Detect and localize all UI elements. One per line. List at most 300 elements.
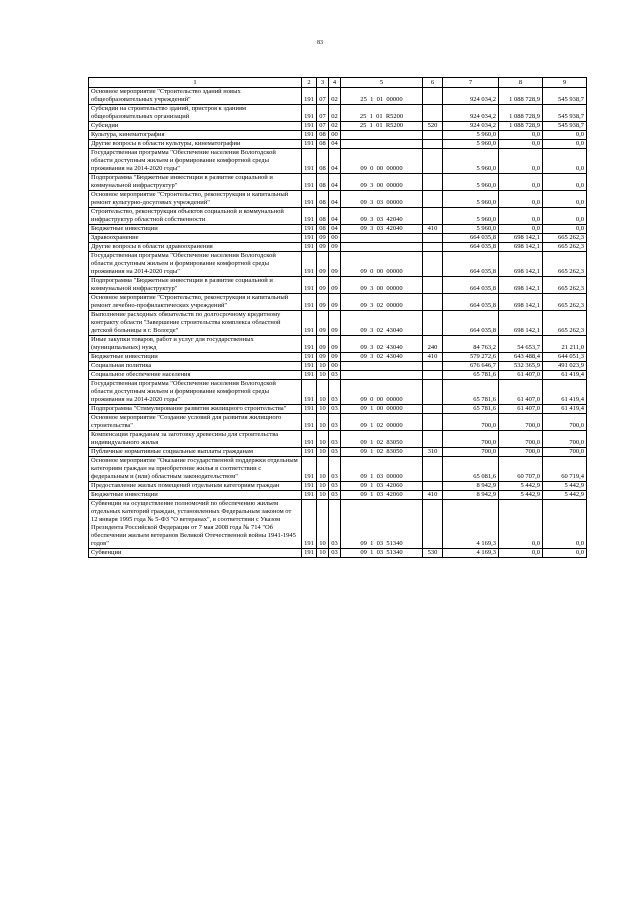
row-name-cell: Другие вопросы в области здравоохранения: [89, 243, 302, 252]
table-row: [89, 371, 587, 380]
row-subsection-cell: 00: [329, 131, 341, 140]
row-section-cell: 09: [317, 234, 329, 243]
row-subsection-cell: 09: [329, 311, 341, 336]
row-program-cell: 09 3 02 43040: [341, 311, 423, 336]
row-expense-type-cell: [423, 277, 443, 294]
row-amount-2018-cell: 700,0: [443, 448, 499, 457]
row-name-cell: Выполнение расходных обязательств по долгосрочному кредитному контракту области "Завершение строительства комплекса областной детской больницы в г. Вологде": [89, 311, 302, 336]
row-expense-type-cell: [423, 457, 443, 482]
row-subsection-cell: 03: [329, 482, 341, 491]
row-program-cell: 09 3 02 43040: [341, 336, 423, 353]
row-code-cell: 191: [302, 336, 317, 353]
row-section-cell: 10: [317, 405, 329, 414]
row-program-cell: 09 0 00 00000: [341, 149, 423, 174]
row-name-cell: Субсидии: [89, 122, 302, 131]
row-section-cell: 08: [317, 140, 329, 149]
row-subsection-cell: 02: [329, 122, 341, 131]
column-header: 5: [341, 78, 423, 88]
row-amount-2019-cell: 0,0: [499, 149, 543, 174]
row-expense-type-cell: [423, 371, 443, 380]
row-code-cell: 191: [302, 457, 317, 482]
row-program-cell: 09 1 03 42060: [341, 491, 423, 500]
row-program-cell: 09 1 03 51340: [341, 549, 423, 558]
column-header: 2: [302, 78, 317, 88]
row-program-cell: 09 3 03 42040: [341, 208, 423, 225]
row-section-cell: 10: [317, 500, 329, 549]
row-subsection-cell: 09: [329, 243, 341, 252]
row-program-cell: 25 1 01 00000: [341, 88, 423, 105]
row-amount-2019-cell: 700,0: [499, 448, 543, 457]
row-amount-2019-cell: 1 088 728,9: [499, 105, 543, 122]
row-expense-type-cell: [423, 405, 443, 414]
row-amount-2019-cell: 700,0: [499, 414, 543, 431]
row-code-cell: 191: [302, 191, 317, 208]
row-subsection-cell: 04: [329, 208, 341, 225]
row-amount-2018-cell: 5 960,0: [443, 208, 499, 225]
row-amount-2019-cell: 61 407,0: [499, 371, 543, 380]
row-subsection-cell: 03: [329, 380, 341, 405]
row-program-cell: 09 3 00 00000: [341, 277, 423, 294]
row-subsection-cell: 03: [329, 405, 341, 414]
table-row: [89, 252, 587, 277]
row-expense-type-cell: [423, 234, 443, 243]
row-name-cell: Государственная программа "Обеспечение населения Вологодской области доступным жильем и формирование комфортной среды проживания на 2014-2020 годы": [89, 380, 302, 405]
row-section-cell: 10: [317, 380, 329, 405]
row-subsection-cell: 02: [329, 88, 341, 105]
row-subsection-cell: 03: [329, 549, 341, 558]
row-name-cell: Другие вопросы в области культуры, кинематографии: [89, 140, 302, 149]
page-number: 83: [317, 40, 323, 46]
row-amount-2019-cell: 698 142,1: [499, 294, 543, 311]
row-subsection-cell: 04: [329, 191, 341, 208]
row-amount-2018-cell: 664 035,8: [443, 243, 499, 252]
row-section-cell: 08: [317, 174, 329, 191]
row-expense-type-cell: [423, 174, 443, 191]
row-code-cell: 191: [302, 362, 317, 371]
row-section-cell: 10: [317, 549, 329, 558]
row-expense-type-cell: [423, 252, 443, 277]
row-name-cell: Бюджетные инвестиции: [89, 491, 302, 500]
row-amount-2019-cell: 0,0: [499, 208, 543, 225]
row-code-cell: 191: [302, 277, 317, 294]
row-program-cell: 25 1 01 R5200: [341, 105, 423, 122]
column-header: 4: [329, 78, 341, 88]
row-expense-type-cell: [423, 191, 443, 208]
row-name-cell: Социальная политика: [89, 362, 302, 371]
row-program-cell: 09 1 02 83050: [341, 431, 423, 448]
row-amount-2018-cell: 924 034,2: [443, 88, 499, 105]
row-amount-2019-cell: 698 142,1: [499, 252, 543, 277]
row-program-cell: [341, 234, 423, 243]
row-amount-2018-cell: 5 960,0: [443, 225, 499, 234]
row-code-cell: 191: [302, 243, 317, 252]
row-code-cell: 191: [302, 311, 317, 336]
table-row: [89, 243, 587, 252]
row-amount-2020-cell: 545 938,7: [543, 88, 587, 105]
table-row: [89, 353, 587, 362]
row-section-cell: 08: [317, 149, 329, 174]
row-section-cell: 10: [317, 431, 329, 448]
table-row: [89, 311, 587, 336]
row-code-cell: 191: [302, 252, 317, 277]
table-header-row: [89, 78, 587, 88]
row-amount-2019-cell: 0,0: [499, 140, 543, 149]
row-amount-2020-cell: 5 442,9: [543, 491, 587, 500]
table-row: [89, 149, 587, 174]
table-row: [89, 457, 587, 482]
row-amount-2018-cell: 924 034,2: [443, 122, 499, 131]
column-header: 3: [317, 78, 329, 88]
row-amount-2019-cell: 0,0: [499, 549, 543, 558]
row-name-cell: Основное мероприятие "Оказание государственной поддержки отдельным категориям граждан на приобретение жилья в соответствии с федеральным и (или) областным законодательством": [89, 457, 302, 482]
row-section-cell: 07: [317, 122, 329, 131]
row-name-cell: Публичные нормативные социальные выплаты гражданам: [89, 448, 302, 457]
table-row: [89, 294, 587, 311]
row-code-cell: 191: [302, 414, 317, 431]
row-code-cell: 191: [302, 234, 317, 243]
row-amount-2020-cell: 545 938,7: [543, 122, 587, 131]
row-subsection-cell: 03: [329, 448, 341, 457]
row-name-cell: Иные закупки товаров, работ и услуг для государственных (муниципальных) нужд: [89, 336, 302, 353]
row-amount-2018-cell: 84 763,2: [443, 336, 499, 353]
table-row: [89, 362, 587, 371]
row-name-cell: Субсидии на строительство зданий, пристроя к зданиям общеобразовательных организаций: [89, 105, 302, 122]
row-name-cell: Подпрограмма "Стимулирование развития жилищного строительства": [89, 405, 302, 414]
row-amount-2020-cell: 700,0: [543, 414, 587, 431]
row-code-cell: 191: [302, 105, 317, 122]
row-subsection-cell: 04: [329, 174, 341, 191]
table-row: [89, 482, 587, 491]
row-amount-2020-cell: 61 419,4: [543, 380, 587, 405]
row-amount-2018-cell: 664 035,8: [443, 234, 499, 243]
row-amount-2020-cell: 545 938,7: [543, 105, 587, 122]
row-subsection-cell: 03: [329, 431, 341, 448]
row-code-cell: 191: [302, 500, 317, 549]
row-amount-2020-cell: 0,0: [543, 208, 587, 225]
row-section-cell: 09: [317, 353, 329, 362]
row-expense-type-cell: [423, 208, 443, 225]
row-amount-2018-cell: 700,0: [443, 431, 499, 448]
row-amount-2020-cell: 61 419,4: [543, 405, 587, 414]
row-code-cell: 191: [302, 88, 317, 105]
row-expense-type-cell: [423, 243, 443, 252]
row-amount-2020-cell: 0,0: [543, 149, 587, 174]
row-section-cell: 10: [317, 362, 329, 371]
row-section-cell: 10: [317, 371, 329, 380]
row-amount-2018-cell: 664 035,8: [443, 252, 499, 277]
row-amount-2020-cell: 644 051,3: [543, 353, 587, 362]
row-program-cell: [341, 371, 423, 380]
row-amount-2018-cell: 664 035,8: [443, 311, 499, 336]
row-subsection-cell: 09: [329, 252, 341, 277]
table-row: [89, 234, 587, 243]
row-name-cell: Государственная программа "Обеспечение населения Вологодской области доступным жильем и формирование комфортной среды проживания на 2014-2020 годы": [89, 149, 302, 174]
row-section-cell: 10: [317, 457, 329, 482]
row-program-cell: 09 3 02 00000: [341, 294, 423, 311]
row-amount-2018-cell: 4 169,3: [443, 549, 499, 558]
row-subsection-cell: 03: [329, 500, 341, 549]
table-row: [89, 277, 587, 294]
row-name-cell: Культура, кинематография: [89, 131, 302, 140]
row-amount-2018-cell: 8 942,9: [443, 482, 499, 491]
row-expense-type-cell: [423, 140, 443, 149]
row-expense-type-cell: 310: [423, 448, 443, 457]
row-code-cell: 191: [302, 225, 317, 234]
row-section-cell: 10: [317, 491, 329, 500]
row-program-cell: 09 1 03 51340: [341, 500, 423, 549]
row-amount-2020-cell: 491 023,9: [543, 362, 587, 371]
row-amount-2019-cell: 698 142,1: [499, 243, 543, 252]
row-section-cell: 09: [317, 243, 329, 252]
row-code-cell: 191: [302, 294, 317, 311]
budget-table: [88, 77, 587, 558]
table-row: [89, 414, 587, 431]
row-code-cell: 191: [302, 371, 317, 380]
row-program-cell: 09 0 00 00000: [341, 252, 423, 277]
row-section-cell: 09: [317, 277, 329, 294]
row-amount-2019-cell: 61 407,0: [499, 380, 543, 405]
row-amount-2019-cell: 54 653,7: [499, 336, 543, 353]
row-code-cell: 191: [302, 122, 317, 131]
row-expense-type-cell: [423, 500, 443, 549]
row-expense-type-cell: [423, 482, 443, 491]
row-expense-type-cell: [423, 362, 443, 371]
column-header: 8: [499, 78, 543, 88]
row-subsection-cell: 03: [329, 491, 341, 500]
row-amount-2020-cell: 665 262,3: [543, 243, 587, 252]
row-expense-type-cell: [423, 88, 443, 105]
row-name-cell: Предоставление жилых помещений отдельным категориям граждан: [89, 482, 302, 491]
row-amount-2020-cell: 665 262,3: [543, 294, 587, 311]
row-section-cell: 10: [317, 414, 329, 431]
row-code-cell: 191: [302, 353, 317, 362]
table-row: [89, 500, 587, 549]
row-amount-2020-cell: 60 719,4: [543, 457, 587, 482]
row-name-cell: Основное мероприятие "Создание условий для развития жилищного строительства": [89, 414, 302, 431]
row-subsection-cell: 00: [329, 362, 341, 371]
row-amount-2018-cell: 664 035,8: [443, 277, 499, 294]
row-amount-2018-cell: 65 781,6: [443, 380, 499, 405]
table-row: [89, 131, 587, 140]
row-amount-2018-cell: 65 081,6: [443, 457, 499, 482]
row-expense-type-cell: 410: [423, 353, 443, 362]
row-subsection-cell: 03: [329, 457, 341, 482]
table-row: [89, 336, 587, 353]
row-section-cell: 08: [317, 225, 329, 234]
row-name-cell: Основное мероприятие "Строительство, реконструкция и капитальный ремонт лечебно-профилактических учреждений": [89, 294, 302, 311]
row-amount-2018-cell: 5 960,0: [443, 131, 499, 140]
row-amount-2018-cell: 5 960,0: [443, 140, 499, 149]
row-section-cell: 09: [317, 311, 329, 336]
row-expense-type-cell: [423, 105, 443, 122]
row-amount-2018-cell: 8 942,9: [443, 491, 499, 500]
table-row: [89, 491, 587, 500]
row-program-cell: 09 3 03 42040: [341, 225, 423, 234]
row-amount-2020-cell: 0,0: [543, 500, 587, 549]
row-amount-2019-cell: 698 142,1: [499, 234, 543, 243]
table-row: [89, 88, 587, 105]
row-program-cell: 25 1 01 R5200: [341, 122, 423, 131]
row-program-cell: 09 1 03 00000: [341, 457, 423, 482]
table-row: [89, 208, 587, 225]
row-amount-2019-cell: 0,0: [499, 131, 543, 140]
row-expense-type-cell: [423, 311, 443, 336]
row-amount-2019-cell: 698 142,1: [499, 277, 543, 294]
row-expense-type-cell: [423, 380, 443, 405]
row-name-cell: Социальное обеспечение населения: [89, 371, 302, 380]
row-code-cell: 191: [302, 482, 317, 491]
row-code-cell: 191: [302, 174, 317, 191]
row-name-cell: Компенсация гражданам за заготовку древесины для строительства индивидуального жилья: [89, 431, 302, 448]
row-amount-2018-cell: 579 272,6: [443, 353, 499, 362]
row-amount-2019-cell: 532 365,9: [499, 362, 543, 371]
row-amount-2020-cell: 700,0: [543, 448, 587, 457]
row-amount-2018-cell: 65 781,6: [443, 371, 499, 380]
row-subsection-cell: 04: [329, 140, 341, 149]
row-section-cell: 08: [317, 191, 329, 208]
row-amount-2018-cell: 664 035,8: [443, 294, 499, 311]
row-expense-type-cell: [423, 131, 443, 140]
table-row: [89, 140, 587, 149]
row-subsection-cell: 03: [329, 371, 341, 380]
row-code-cell: 191: [302, 140, 317, 149]
row-amount-2020-cell: 0,0: [543, 131, 587, 140]
row-amount-2019-cell: 1 088 728,9: [499, 88, 543, 105]
row-amount-2019-cell: 0,0: [499, 191, 543, 208]
row-code-cell: 191: [302, 448, 317, 457]
table-row: [89, 174, 587, 191]
table-row: [89, 448, 587, 457]
column-header: 9: [543, 78, 587, 88]
row-amount-2020-cell: 665 262,3: [543, 311, 587, 336]
row-amount-2019-cell: 5 442,9: [499, 482, 543, 491]
row-amount-2018-cell: 924 034,2: [443, 105, 499, 122]
row-code-cell: 191: [302, 549, 317, 558]
row-amount-2019-cell: 0,0: [499, 174, 543, 191]
row-program-cell: 09 1 02 83050: [341, 448, 423, 457]
row-amount-2020-cell: 665 262,3: [543, 234, 587, 243]
row-subsection-cell: 00: [329, 234, 341, 243]
row-section-cell: 10: [317, 482, 329, 491]
row-amount-2020-cell: 700,0: [543, 431, 587, 448]
column-header: 6: [423, 78, 443, 88]
row-amount-2020-cell: 0,0: [543, 225, 587, 234]
row-expense-type-cell: [423, 414, 443, 431]
row-amount-2019-cell: 0,0: [499, 225, 543, 234]
row-name-cell: Основное мероприятие "Строительство, реконструкция и капитальный ремонт культурно-досуговых учреждений": [89, 191, 302, 208]
row-code-cell: 191: [302, 405, 317, 414]
row-amount-2019-cell: 700,0: [499, 431, 543, 448]
row-expense-type-cell: [423, 149, 443, 174]
row-amount-2020-cell: 0,0: [543, 174, 587, 191]
table-row: [89, 122, 587, 131]
row-amount-2019-cell: 698 142,1: [499, 311, 543, 336]
row-section-cell: 09: [317, 294, 329, 311]
row-code-cell: 191: [302, 149, 317, 174]
row-amount-2020-cell: 665 262,3: [543, 252, 587, 277]
row-code-cell: 191: [302, 380, 317, 405]
row-amount-2019-cell: 60 707,0: [499, 457, 543, 482]
row-name-cell: Подпрограмма "Бюджетные инвестиции в развитие социальной и коммунальной инфраструктур": [89, 174, 302, 191]
row-expense-type-cell: 240: [423, 336, 443, 353]
row-program-cell: 09 1 02 00000: [341, 414, 423, 431]
row-amount-2019-cell: 643 488,4: [499, 353, 543, 362]
row-name-cell: Основное мероприятие "Строительство зданий новых общеобразовательных учреждений": [89, 88, 302, 105]
row-subsection-cell: 02: [329, 105, 341, 122]
row-name-cell: Субвенции на осуществление полномочий по обеспечению жильем отдельных категорий граждан, установленных Федеральным законом от 12 января 1995 года № 5-ФЗ "О ветеранах", в соответствии с Указом Президента Российской Федерации от 7 мая 2008 года № 714 "Об обеспечении жильем ветеранов Великой Отечественной войны 1941-1945 годов": [89, 500, 302, 549]
row-expense-type-cell: 520: [423, 122, 443, 131]
row-program-cell: 09 1 00 00000: [341, 405, 423, 414]
row-subsection-cell: 09: [329, 277, 341, 294]
row-amount-2019-cell: 61 407,0: [499, 405, 543, 414]
row-name-cell: Здравоохранение: [89, 234, 302, 243]
row-section-cell: 10: [317, 448, 329, 457]
column-header: 7: [443, 78, 499, 88]
row-amount-2018-cell: 5 960,0: [443, 191, 499, 208]
row-amount-2018-cell: 5 960,0: [443, 174, 499, 191]
row-section-cell: 07: [317, 105, 329, 122]
row-program-cell: 09 0 00 00000: [341, 380, 423, 405]
row-code-cell: 191: [302, 208, 317, 225]
row-code-cell: 191: [302, 491, 317, 500]
row-expense-type-cell: 530: [423, 549, 443, 558]
row-program-cell: [341, 131, 423, 140]
row-subsection-cell: 04: [329, 149, 341, 174]
row-amount-2020-cell: 0,0: [543, 191, 587, 208]
table-row: [89, 431, 587, 448]
row-amount-2020-cell: 0,0: [543, 549, 587, 558]
row-program-cell: [341, 140, 423, 149]
table-row: [89, 380, 587, 405]
row-amount-2018-cell: 5 960,0: [443, 149, 499, 174]
row-program-cell: 09 3 02 43040: [341, 353, 423, 362]
row-amount-2018-cell: 676 646,7: [443, 362, 499, 371]
table-row: [89, 549, 587, 558]
row-amount-2019-cell: 1 088 728,9: [499, 122, 543, 131]
row-code-cell: 191: [302, 131, 317, 140]
row-name-cell: Строительство, реконструкция объектов социальной и коммунальной инфраструктур областной собственности: [89, 208, 302, 225]
row-section-cell: 09: [317, 336, 329, 353]
row-amount-2018-cell: 700,0: [443, 414, 499, 431]
row-amount-2018-cell: 4 169,3: [443, 500, 499, 549]
row-amount-2020-cell: 665 262,3: [543, 277, 587, 294]
row-section-cell: 09: [317, 252, 329, 277]
row-code-cell: 191: [302, 431, 317, 448]
table-row: [89, 191, 587, 208]
row-amount-2019-cell: 0,0: [499, 500, 543, 549]
table-body: [89, 88, 587, 558]
row-program-cell: [341, 243, 423, 252]
row-expense-type-cell: [423, 431, 443, 448]
table-row: [89, 405, 587, 414]
row-name-cell: Государственная программа "Обеспечение населения Вологодской области доступным жильем и формирование комфортной среды проживания на 2014-2020 годы": [89, 252, 302, 277]
row-amount-2020-cell: 0,0: [543, 140, 587, 149]
row-name-cell: Подпрограмма "Бюджетные инвестиции в развитие социальной и коммунальной инфраструктур": [89, 277, 302, 294]
row-subsection-cell: 09: [329, 294, 341, 311]
row-subsection-cell: 09: [329, 336, 341, 353]
row-amount-2019-cell: 5 442,9: [499, 491, 543, 500]
row-section-cell: 08: [317, 131, 329, 140]
row-program-cell: [341, 362, 423, 371]
row-amount-2018-cell: 65 781,6: [443, 405, 499, 414]
table-row: [89, 225, 587, 234]
column-header: 1: [89, 78, 302, 88]
row-subsection-cell: 09: [329, 353, 341, 362]
table-row: [89, 105, 587, 122]
row-section-cell: 07: [317, 88, 329, 105]
row-section-cell: 08: [317, 208, 329, 225]
row-amount-2020-cell: 61 419,4: [543, 371, 587, 380]
